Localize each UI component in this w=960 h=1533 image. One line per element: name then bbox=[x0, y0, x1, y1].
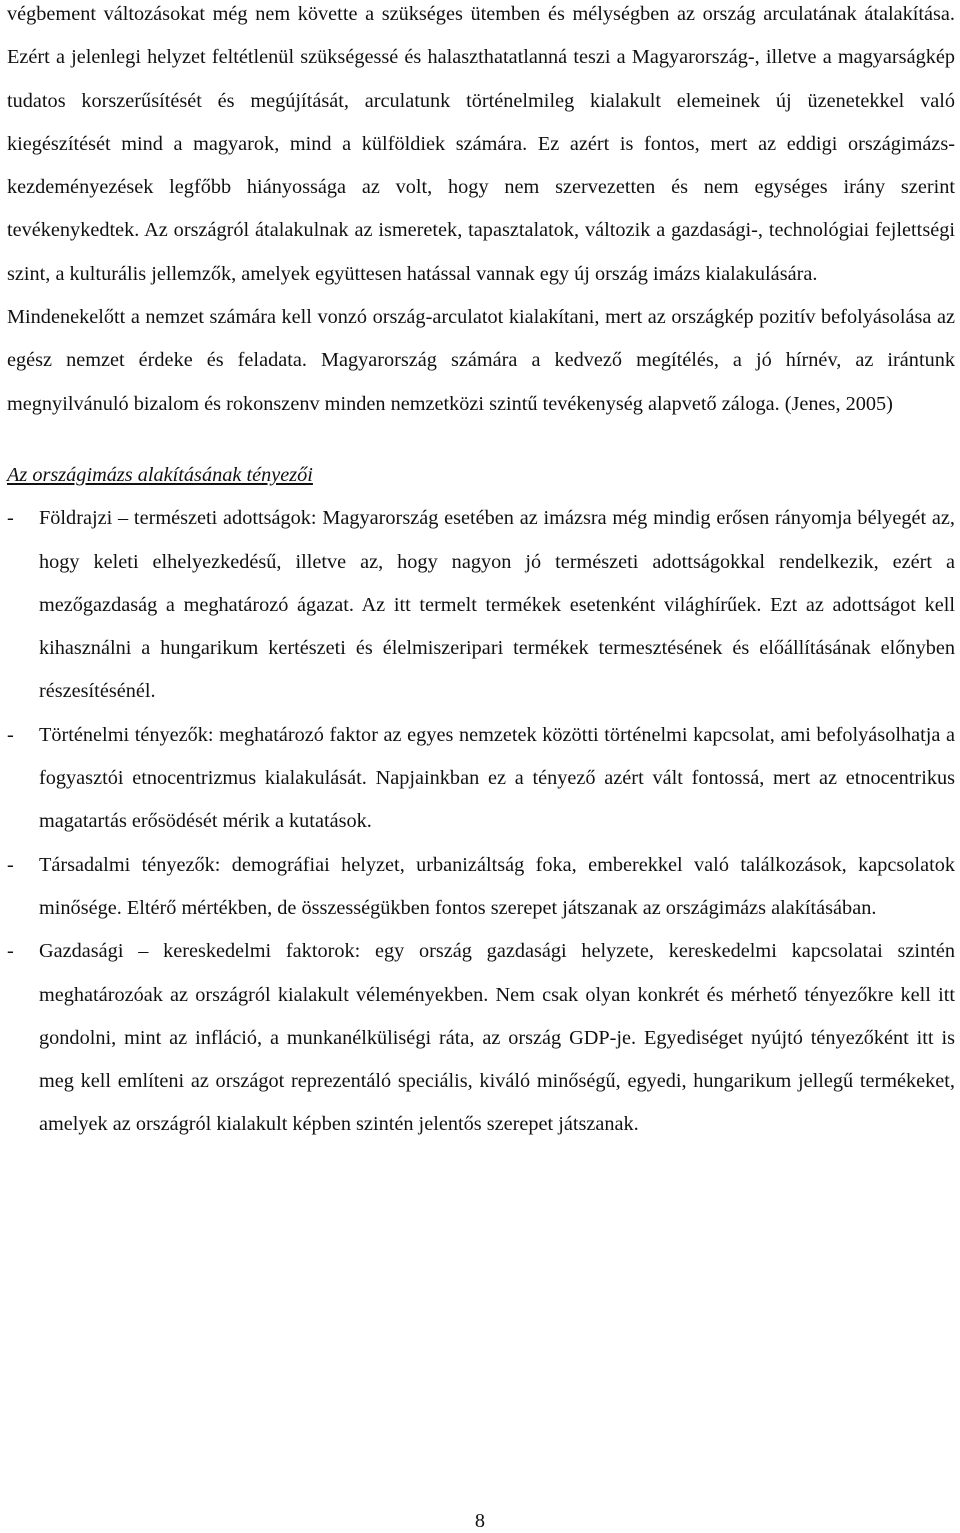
body-paragraph: végbement változásokat még nem követte a szükséges ütemben és mélységben az ország arculatának átalakítása. Ezért a jelenlegi helyzet feltétlenül szükségessé és halaszthatatlanná teszi a Magyarország-, illetve a magyarságkép tudatos korszerűsítését és megújítását, arculatunk történelmileg kialakult elemeinek új üzenetekkel való kiegészítését mind a magyarok, mind a külföldiek számára. Ez azért is fontos, mert az eddigi országimázs-kezdeményezések legfőbb hiányossága az volt, hogy nem szervezetten és nem egységes irány szerint tevékenykedtek. Az országról átalakulnak az ismeretek, tapasztalatok, változik a gazdasági-, technológiai fejlettségi szint, a kulturális jellemzők, amelyek együttesen hatással vannak egy új ország imázs kialakulására. bbox=[7, 3, 955, 285]
list-item-text: Földrajzi – természeti adottságok: Magyarország esetében az imázsra még mindig erősen rányomja bélyegét az, hogy keleti elhelyezkedésű, illetve az, hogy nagyon jó természeti adottságokkal rendelkezik, ezért a mezőgazdaság a meghatározó ágazat. Az itt termelt termékek esetenként világhírűek. Ezt az adottságot kell kihasználni a hungarikum kertészeti és élelmiszeripari termékek termesztésének és előállításának előnyben részesítésénél. bbox=[39, 507, 955, 703]
list-item bbox=[7, 930, 955, 1146]
list-marker: - bbox=[7, 723, 14, 746]
list-marker: - bbox=[7, 853, 14, 876]
list-item bbox=[7, 714, 955, 844]
page-number: 8 bbox=[474, 1510, 486, 1532]
list-marker: - bbox=[7, 507, 14, 530]
body-paragraph: Mindenekelőtt a nemzet számára kell vonzó ország-arculatot kialakítani, mert az országkép pozitív befolyásolása az egész nemzet érdeke és feladata. Magyarország számára a kedvező megítélés, a jó hírnév, az irántunk megnyilvánuló bizalom és rokonszenv minden nemzetközi szintű tevékenység alapvető záloga. (Jenes, 2005) bbox=[7, 306, 955, 415]
list-item-text: Társadalmi tényezők: demográfiai helyzet, urbanizáltság foka, emberekkel való találkozások, kapcsolatok minősége. Eltérő mértékben, de összességükben fontos szerepet játszanak az országimázs alakításában. bbox=[39, 853, 955, 919]
list-item bbox=[7, 497, 955, 713]
section-heading: Az országimázs alakításának tényezői bbox=[7, 463, 313, 486]
list-item-text: Gazdasági – kereskedelmi faktorok: egy ország gazdasági helyzete, kereskedelmi kapcsolatai szintén meghatározóak az országról kialakult véleményekben. Nem csak olyan konkrét és mérhető tényezőkre kell itt gondolni, mint az infláció, a munkanélküliségi ráta, az ország GDP-je. Egyediséget nyújtó tényezőként itt is meg kell említeni az országot reprezentáló speciális, kiváló minőségű, egyedi, hungarikum jellegű termékeket, amelyek az országról kialakult képben szintén jelentős szerepet játszanak. bbox=[39, 940, 955, 1136]
list-item bbox=[7, 844, 955, 931]
document-page bbox=[7, 0, 955, 1147]
list-marker: - bbox=[7, 940, 14, 963]
factor-list bbox=[7, 497, 955, 1146]
list-item-text: Történelmi tényezők: meghatározó faktor az egyes nemzetek közötti történelmi kapcsolat, ami befolyásolhatja a fogyasztói etnocentrizmus kialakulását. Napjainkban ez a tényező azért vált fontossá, mert az etnocentrikus magatartás erősödését mérik a kutatások. bbox=[39, 723, 955, 833]
